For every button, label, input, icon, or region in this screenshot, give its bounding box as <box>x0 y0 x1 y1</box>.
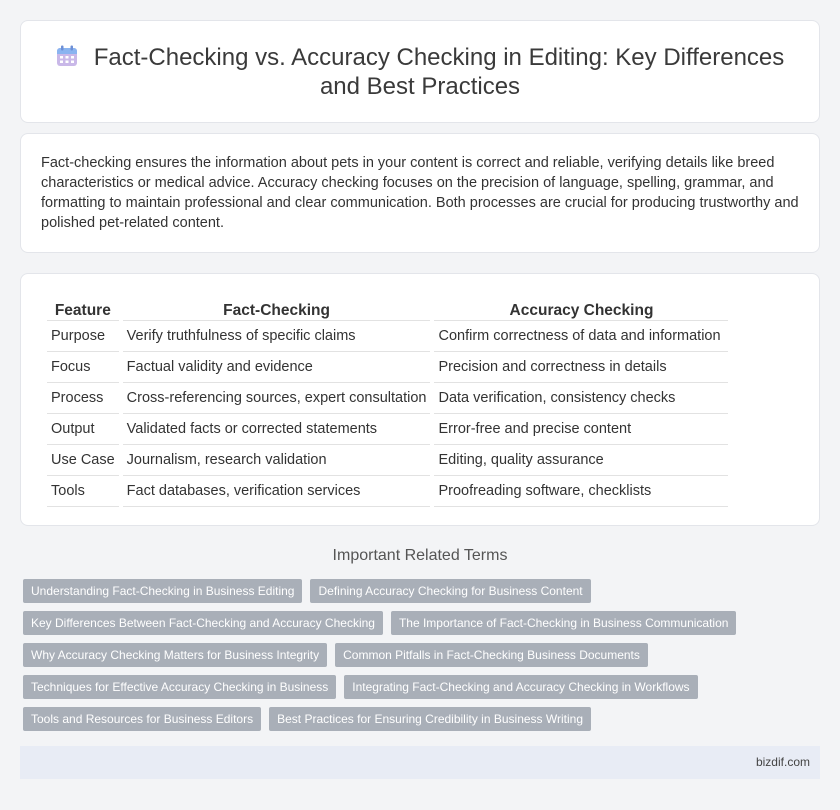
accuracy-checking-cell: Proofreading software, checklists <box>434 476 728 507</box>
related-term-tag[interactable]: Tools and Resources for Business Editors <box>23 707 261 731</box>
table-row <box>47 414 728 445</box>
header-feature: Feature <box>47 296 119 321</box>
fact-checking-cell: Journalism, research validation <box>123 445 431 476</box>
accuracy-checking-cell: Confirm correctness of data and information <box>434 321 728 352</box>
related-term-tag[interactable]: Integrating Fact-Checking and Accuracy Checking in Workflows <box>344 675 697 699</box>
fact-checking-cell: Verify truthfulness of specific claims <box>123 321 431 352</box>
tag-row <box>23 579 823 603</box>
fact-checking-cell: Validated facts or corrected statements <box>123 414 431 445</box>
intro-paragraph: Fact-checking ensures the information about pets in your content is correct and reliable, verifying details like breed characteristics or medical advice. Accuracy checking focuses on the precision of language, spelling, grammar, and formatting to maintain professional and clear communication. Both processes are crucial for producing trustworthy and polished pet-related content. <box>41 155 799 231</box>
header-fact-checking: Fact-Checking <box>123 296 431 321</box>
comparison-card <box>20 273 820 526</box>
related-term-tag[interactable]: Why Accuracy Checking Matters for Business Integrity <box>23 643 327 667</box>
table-header-row <box>47 296 728 321</box>
fact-checking-cell: Cross-referencing sources, expert consultation <box>123 383 431 414</box>
title-card <box>20 20 820 123</box>
feature-cell: Tools <box>47 476 119 507</box>
related-term-tag[interactable]: Understanding Fact-Checking in Business Editing <box>23 579 302 603</box>
tag-row <box>23 643 823 667</box>
accuracy-checking-cell: Error-free and precise content <box>434 414 728 445</box>
intro-card <box>20 133 820 253</box>
feature-cell: Purpose <box>47 321 119 352</box>
header-accuracy-checking: Accuracy Checking <box>434 296 728 321</box>
page-title <box>21 43 819 101</box>
related-terms-list <box>23 579 823 739</box>
accuracy-checking-cell: Data verification, consistency checks <box>434 383 728 414</box>
accuracy-checking-cell: Editing, quality assurance <box>434 445 728 476</box>
related-term-tag[interactable]: Best Practices for Ensuring Credibility in Business Writing <box>269 707 591 731</box>
related-term-tag[interactable]: Techniques for Effective Accuracy Checking in Business <box>23 675 336 699</box>
tag-row <box>23 611 823 635</box>
feature-cell: Process <box>47 383 119 414</box>
table-row <box>47 445 728 476</box>
comparison-table <box>43 296 732 507</box>
fact-checking-cell: Fact databases, verification services <box>123 476 431 507</box>
related-term-tag[interactable]: Common Pitfalls in Fact-Checking Business Documents <box>335 643 648 667</box>
feature-cell: Output <box>47 414 119 445</box>
tag-row <box>23 675 823 699</box>
footer <box>20 746 820 779</box>
feature-cell: Focus <box>47 352 119 383</box>
table-row <box>47 321 728 352</box>
accuracy-checking-cell: Precision and correctness in details <box>434 352 728 383</box>
footer-site-link[interactable]: bizdif.com <box>755 755 810 769</box>
feature-cell: Use Case <box>47 445 119 476</box>
page-title-text: Fact-Checking vs. Accuracy Checking in Editing: Key Differences and Best Practices <box>93 44 785 100</box>
calendar-icon <box>56 45 78 67</box>
related-term-tag[interactable]: Key Differences Between Fact-Checking and Accuracy Checking <box>23 611 383 635</box>
related-terms-heading: Important Related Terms <box>332 547 508 564</box>
table-row <box>47 352 728 383</box>
fact-checking-cell: Factual validity and evidence <box>123 352 431 383</box>
tag-row <box>23 707 823 731</box>
table-row <box>47 383 728 414</box>
table-row <box>47 476 728 507</box>
related-term-tag[interactable]: Defining Accuracy Checking for Business Content <box>310 579 590 603</box>
related-term-tag[interactable]: The Importance of Fact-Checking in Business Communication <box>391 611 736 635</box>
